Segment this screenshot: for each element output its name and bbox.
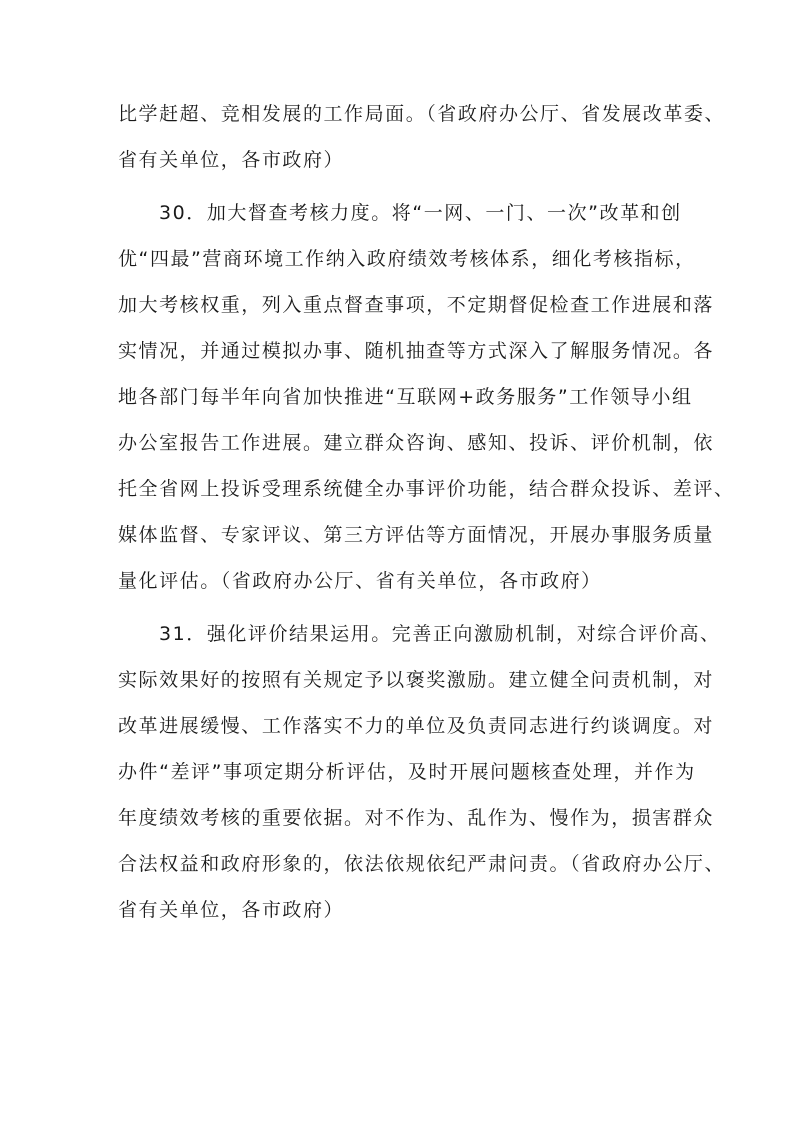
- paragraph-30-line-1: 30．加大督查考核力度。将“一网、一门、一次”改革和创: [159, 202, 682, 224]
- paragraph-29-line-1: 比学赶超、竞相发展的工作局面。（省政府办公厅、省发展改革委、: [118, 103, 726, 125]
- paragraph-31-line-6: 合法权益和政府形象的，依法依规依纪严肃问责。（省政府办公厅、: [118, 853, 726, 875]
- paragraph-31-line-3: 改革进展缓慢、工作落实不力的单位及负责同志进行约谈调度。对: [118, 715, 714, 737]
- paragraph-31-line-2: 实际效果好的按照有关规定予以褒奖激励。建立健全问责机制，对: [118, 669, 714, 691]
- paragraph-31-line-4: 办件“差评”事项定期分析评估，及时开展问题核查处理，并作为: [118, 761, 696, 783]
- paragraph-30-line-4: 实情况，并通过模拟办事、随机抽查等方式深入了解服务情况。各: [118, 340, 714, 362]
- paragraph-30-line-3: 加大考核权重，列入重点督查事项，不定期督促检查工作进展和落: [118, 294, 714, 316]
- paragraph-31-line-5: 年度绩效考核的重要依据。对不作为、乱作为、慢作为，损害群众: [118, 807, 714, 829]
- paragraph-31-line-7: 省有关单位，各市政府）: [118, 899, 345, 921]
- paragraph-30-line-5: 地各部门每半年向省加快推进“互联网+政务服务”工作领导小组: [118, 386, 693, 408]
- paragraph-30-line-2: 优“四最”营商环境工作纳入政府绩效考核体系，细化考核指标，: [118, 248, 696, 270]
- paragraph-30-line-9: 量化评估。（省政府办公厅、省有关单位，各市政府）: [118, 570, 602, 592]
- paragraph-31-line-1: 31．强化评价结果运用。完善正向激励机制，对综合评价高、: [159, 623, 721, 645]
- paragraph-30-line-8: 媒体监督、专家评议、第三方评估等方面情况，开展办事服务质量: [118, 524, 714, 546]
- paragraph-30-line-7: 托全省网上投诉受理系统健全办事评价功能，结合群众投诉、差评、: [118, 478, 735, 500]
- paragraph-29-line-2: 省有关单位，各市政府）: [118, 149, 345, 171]
- paragraph-30-line-6: 办公室报告工作进展。建立群众咨询、感知、投诉、评价机制，依: [118, 432, 714, 454]
